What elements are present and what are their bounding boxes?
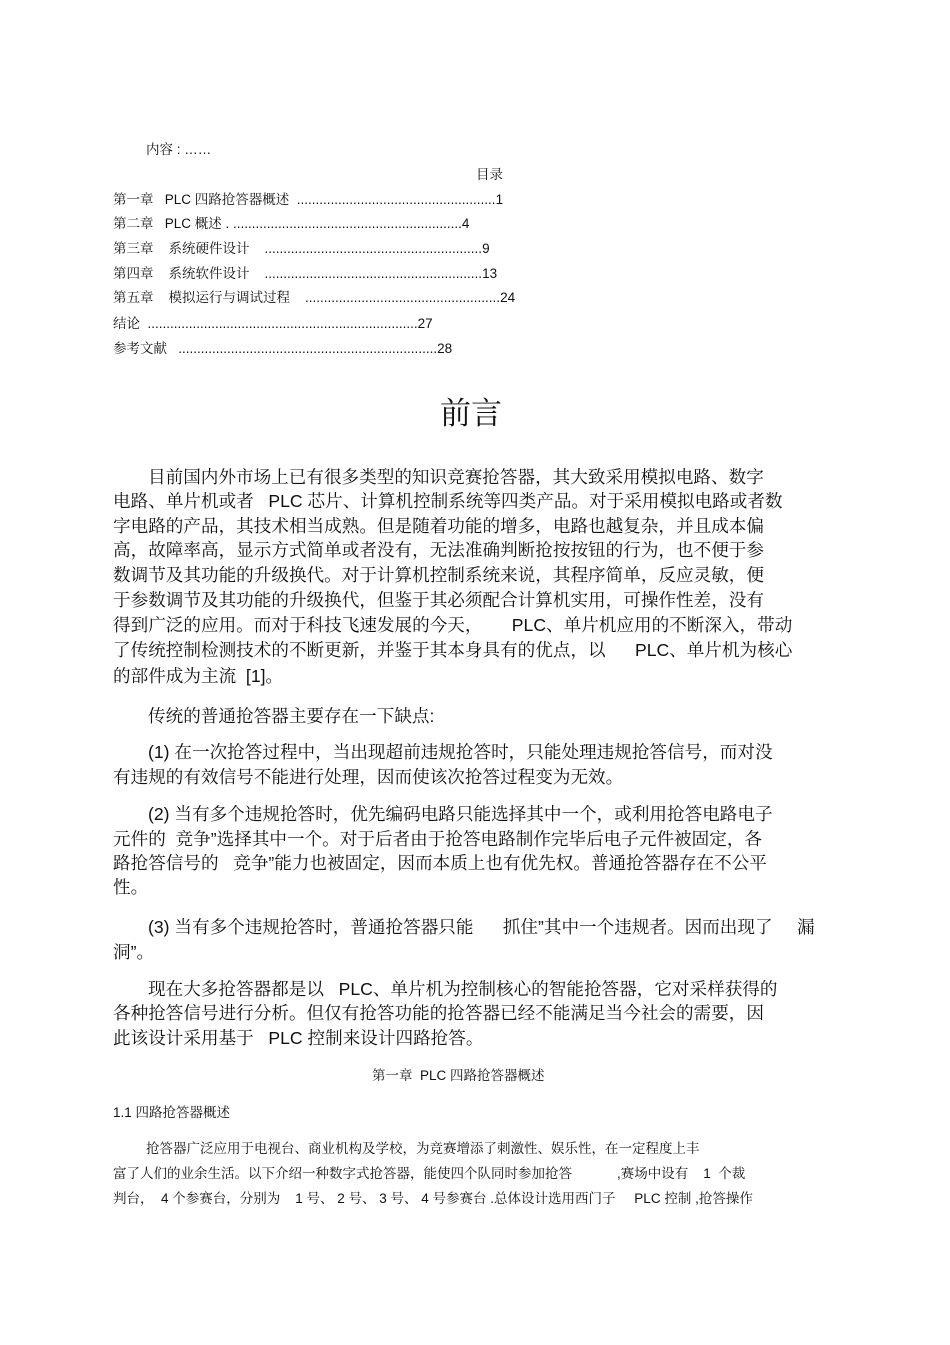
- toc-item-label: 第四章 系统软件设计: [113, 266, 250, 281]
- paragraph-line: 性。: [113, 877, 149, 897]
- toc-leader: .....................................................................: [178, 341, 438, 356]
- paragraph-line: 目前国内外市场上已有很多类型的知识竞赛抢答器，其大致采用模拟电路、数字: [148, 467, 764, 487]
- toc-title: 目录: [476, 167, 503, 182]
- toc-page: 13: [482, 266, 498, 281]
- toc-item-label: 结论: [113, 316, 148, 331]
- toc-item[interactable]: [113, 267, 497, 281]
- toc-item[interactable]: [113, 291, 515, 305]
- paragraph-line: 现在大多抢答器都是以 PLC、单片机为控制核心的智能抢答器，它对采样获得的: [148, 979, 778, 999]
- toc-page: 28: [437, 341, 453, 356]
- toc-page: 9: [482, 241, 490, 256]
- toc-item-label: 第三章 系统硬件设计: [113, 241, 250, 256]
- paragraph-line: 此该设计采用基于 PLC 控制来设计四路抢答。: [113, 1028, 484, 1048]
- paragraph-line: 的部件成为主流 [1]。: [113, 666, 284, 686]
- paragraph-line: 有违规的有效信号不能进行处理，因而使该次抢答过程变为无效。: [113, 767, 624, 787]
- toc-leader: .............................................................: [233, 216, 462, 231]
- toc-page: 4: [461, 216, 470, 231]
- paragraph-line: 判台， 4 个参赛台，分别为 1 号、 2 号、 3 号、 4 号参赛台 .总体设计选用西门子 PLC 控制 ,抢答操作: [113, 1191, 753, 1206]
- intro-text: 内容 : ……: [146, 142, 212, 157]
- toc-leader: ..........................................................: [249, 241, 483, 256]
- paragraph-line: 数调节及其功能的升级换代。对于计算机控制系统来说，其程序简单，反应灵敏，便: [113, 565, 764, 585]
- paragraph-line: 元件的 竞争”选择其中一个。对于后者由于抢答电路制作完毕后电子元件被固定，各: [113, 829, 763, 849]
- chapter-title: 第一章 PLC 四路抢答器概述: [372, 1068, 545, 1083]
- toc-item[interactable]: [113, 242, 490, 256]
- toc-item[interactable]: [113, 342, 452, 356]
- paragraph-line: 字电路的产品，其技术相当成熟。但是随着功能的增多，电路也越复杂，并且成本偏: [113, 516, 764, 536]
- paragraph-line: 洞”。: [113, 942, 155, 962]
- toc-leader: ..........................................................: [249, 266, 483, 281]
- toc-item-label: 第一章 PLC 四路抢答器概述: [113, 192, 290, 207]
- toc-item-label: 参考文献: [113, 341, 179, 356]
- paragraph-line: (3) 当有多个违规抢答时，普通抢答器只能 抓住”其中一个违规者。因而出现了 漏: [148, 917, 815, 937]
- toc-leader: ........................................................................: [147, 316, 418, 331]
- toc-item[interactable]: [113, 193, 503, 207]
- paragraph-line: (1) 在一次抢答过程中，当出现超前违规抢答时，只能处理违规抢答信号，而对没: [148, 742, 773, 762]
- toc-page: 1: [495, 192, 504, 207]
- toc-leader: .....................................................: [289, 192, 496, 207]
- toc-page: 24: [500, 290, 516, 305]
- section-heading: 1.1 四路抢答器概述: [113, 1105, 231, 1120]
- paragraph-line: (2) 当有多个违规抢答时，优先编码电路只能选择其中一个，或利用抢答电路电子: [148, 804, 773, 824]
- paragraph-line: 得到广泛的应用。而对于科技飞速发展的今天， PLC、单片机应用的不断深入，带动: [113, 615, 793, 635]
- toc-item-label: 第五章 模拟运行与调试过程: [113, 290, 291, 305]
- paragraph-line: 电路、单片机或者 PLC 芯片、计算机控制系统等四类产品。对于采用模拟电路或者数: [113, 491, 783, 511]
- paragraph-line: 了传统控制检测技术的不断更新，并鉴于其本身具有的优点，以 PLC、单片机为核心: [113, 640, 793, 660]
- toc-item[interactable]: [113, 317, 433, 331]
- toc-item[interactable]: [113, 217, 469, 231]
- toc-page: 27: [417, 316, 433, 331]
- paragraph-line: 富了人们的业余生活。以下介绍一种数字式抢答器，能使四个队同时参加抢答 ,赛场中设有 1 个裁: [113, 1166, 746, 1181]
- toc-leader: ....................................................: [290, 290, 501, 305]
- paragraph-line: 抢答器广泛应用于电视台、商业机构及学校，为竞赛增添了刺激性、娱乐性，在一定程度上丰: [146, 1141, 700, 1156]
- paragraph-line: 于参数调节及其功能的升级换代，但鉴于其必须配合计算机实用，可操作性差，没有: [113, 590, 764, 610]
- paragraph-line: 传统的普通抢答器主要存在一下缺点:: [148, 706, 435, 726]
- preface-title: 前言: [440, 396, 502, 431]
- paragraph-line: 高，故障率高，显示方式简单或者没有，无法准确判断抢按按钮的行为，也不便于参: [113, 540, 764, 560]
- paragraph-line: 各种抢答信号进行分析。但仅有抢答功能的抢答器已经不能满足当今社会的需要，因: [113, 1003, 764, 1023]
- toc-item-label: 第二章 PLC 概述 .: [113, 216, 234, 231]
- paragraph-line: 路抢答信号的 竞争”能力也被固定，因而本质上也有优先权。普通抢答器存在不公平: [113, 853, 767, 873]
